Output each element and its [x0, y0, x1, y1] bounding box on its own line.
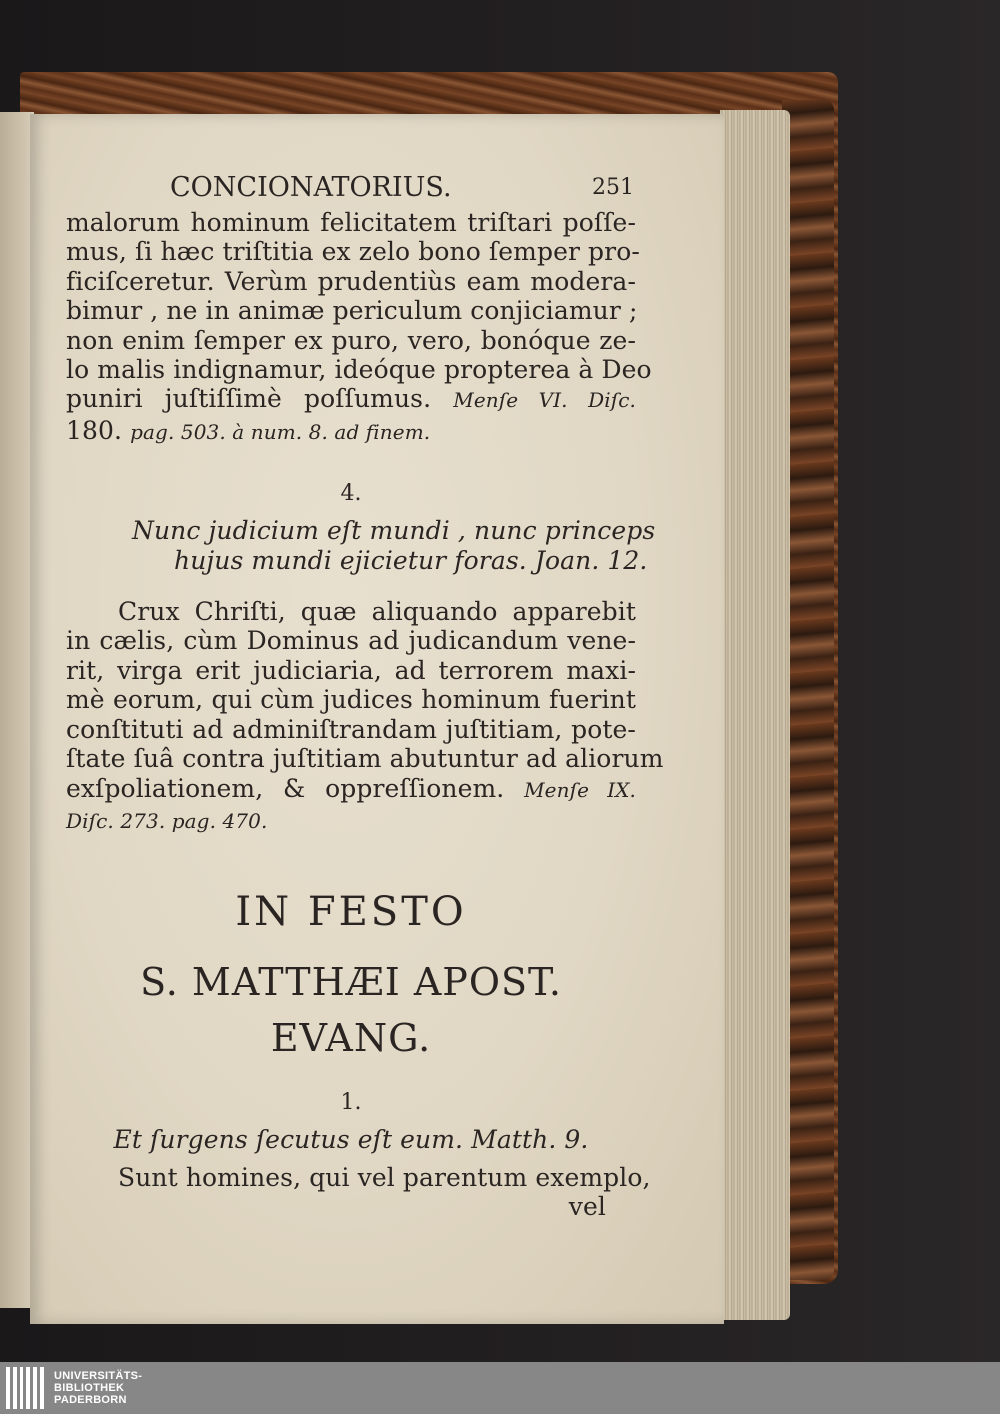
page-number: 251 [592, 175, 634, 200]
text-line: ficiſceretur. Verùm prudentiùs eam modera- [66, 266, 636, 296]
text-line: mus, ſi hæc triſtitia ex zelo bono ſemper pro- [66, 237, 640, 267]
feast-title-line-1: IN FESTO [235, 889, 467, 936]
text-line [66, 805, 636, 836]
text-line: mè eorum, qui cùm judices hominum fuerint [66, 685, 636, 715]
quote-line: hujus mundi ejicietur foras. Joan. 12. [174, 545, 648, 575]
citation-ref: pag. 503. à num. 8. ad finem. [130, 419, 431, 444]
library-name-line: PADERBORN [54, 1394, 127, 1406]
spacer [66, 575, 636, 597]
feast-title-line-2: S. MATTHÆI APOST. EVANG. [140, 960, 562, 1061]
quote-line: Nunc judicium eſt mundi , nunc princeps [132, 516, 656, 546]
text-line: Crux Chriſti, quæ aliquando apparebit [118, 597, 636, 627]
page-stack-edge [720, 110, 790, 1320]
text-line: lo malis indignamur, ideóque propterea à Deo [66, 355, 652, 385]
scripture-quote [66, 516, 656, 575]
library-bars-logo-icon [6, 1367, 44, 1409]
page-text [66, 168, 664, 1222]
text-line: non enim ſemper ex puro, vero, bonóque ze- [66, 325, 636, 355]
text-line: conſtituti ad adminiſtrandam juſtitiam, pote- [66, 714, 636, 744]
left-page-edge [0, 112, 34, 1308]
catchword: vel [568, 1192, 606, 1222]
text-line: ſtate ſuâ contra juſtitiam abutuntur ad aliorum [66, 744, 664, 774]
running-title: CONCIONATORIUS. [170, 172, 452, 203]
text-line: in cælis, cùm Dominus ad judicandum vene- [66, 626, 636, 656]
library-name-line: BIBLIOTHEK [54, 1382, 125, 1394]
scripture-quote: Et ſurgens ſecutus eſt eum. Matth. 9. [113, 1125, 589, 1155]
library-footer-bar [0, 1362, 1000, 1414]
text-line: rit, virga erit judiciaria, ad terrorem maxi- [66, 655, 636, 685]
section-number: 1. [340, 1090, 362, 1116]
citation-ref: Menſe VI. Diſc. [453, 388, 637, 413]
citation-ref: Diſc. 273. pag. 470. [66, 808, 268, 833]
library-name [54, 1370, 142, 1406]
text-line: Sunt homines, qui vel parentum exemplo, [118, 1162, 651, 1192]
paragraph-block-1 [66, 208, 652, 447]
text-line-with-ref [66, 416, 636, 447]
text-line: malorum hominum felicitatem triſtari poſſe- [66, 208, 636, 237]
text-segment: puniri juſtiſſimè poſſumus. [66, 384, 432, 414]
text-line-with-ref [66, 774, 636, 805]
paragraph-block-2 [66, 597, 664, 836]
text-segment: 180. [66, 415, 123, 445]
library-name-line: UNIVERSITÄTS- [54, 1370, 143, 1382]
section-number: 4. [340, 481, 362, 507]
text-line-with-ref [66, 384, 636, 415]
text-segment: exſpoliationem, & oppreſſionem. [66, 773, 505, 803]
running-header [66, 168, 636, 208]
citation-ref: Menſe IX. [524, 777, 636, 802]
text-line: bimur , ne in animæ periculum conjiciamur ; [66, 296, 638, 326]
